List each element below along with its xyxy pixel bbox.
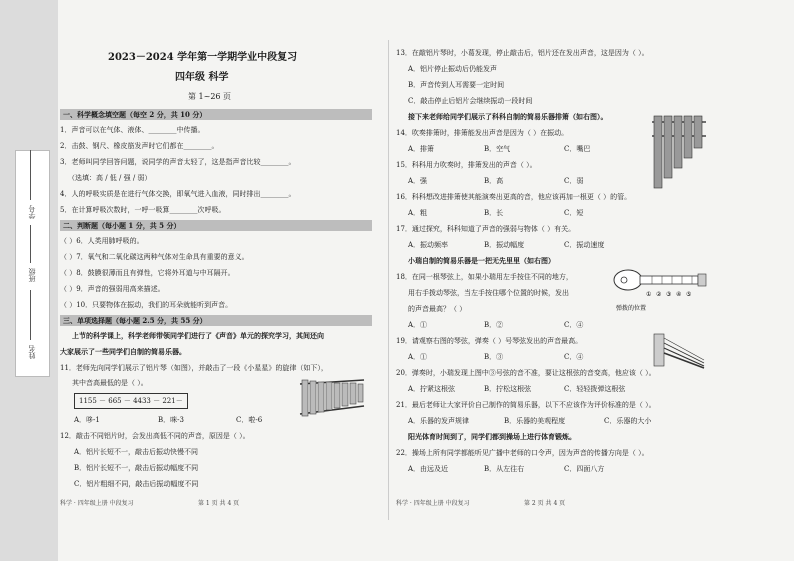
q22-option-c: C．四面八方 xyxy=(564,465,605,473)
q19-option-c: C．④ xyxy=(564,353,584,361)
ukulele-intro: 小瑞自制的简易乐器是一把无先里里（如右图） xyxy=(408,256,555,265)
question-20: 20．弹奏时，小瑞发现上图中③号弦的音不准，要让这根弦的音变高，他应该（ ）。 xyxy=(396,369,656,377)
question-4: 4．人的呼吸实质是在进行气体交换，即氧气进入血液，同时排出________。 xyxy=(60,190,296,198)
sports-intro: 阳光体育时间到了，同学们都到操场上进行体育锻炼。 xyxy=(408,432,576,441)
exam-title: 2023－2024 学年第一学期学业中段复习 xyxy=(108,52,298,63)
info-band xyxy=(15,150,50,377)
q16-option-c: C．短 xyxy=(564,209,584,217)
q13-option-c: C．敲击停止后铝片会继续振动一段时间 xyxy=(408,97,533,105)
question-12: 12．敲击不同铝片时，会发出高低不同的声音，原因是（ ）。 xyxy=(60,432,250,440)
question-14: 14．吹奏排箫时，排箫能发出声音是因为（ ）在振动。 xyxy=(396,129,569,137)
right-column xyxy=(394,0,784,561)
xuehao-label: 学号 xyxy=(28,205,36,219)
q15-option-c: C．弱 xyxy=(564,177,584,185)
banji-label: 班级 xyxy=(28,268,36,282)
q14-option-b: B．空气 xyxy=(484,145,511,153)
q12-option-b: B．铝片长短不一，敲击后振动幅度不同 xyxy=(74,464,199,472)
q12-option-a: A．铝片长短不一，敲击后振动快慢不同 xyxy=(74,448,199,456)
q15-option-a: A．强 xyxy=(408,177,428,185)
judge-6: （ ）6．人类用肺呼吸的。 xyxy=(60,237,144,245)
q21-option-a: A．乐器的发声规律 xyxy=(408,417,470,425)
section-1-header: 一、科学概念填空题（每空 2 分，共 10 分） xyxy=(60,109,372,120)
q18-option-c: C．④ xyxy=(564,321,584,329)
right-footer: 科学 · 四年级上册 中段复习 xyxy=(396,500,470,507)
pluck-position-label: 弹拨的位置 xyxy=(616,305,647,312)
q20-option-c: C．轻轻拨弹这根弦 xyxy=(564,385,626,393)
question-3: 3．老师叫同学回答问题，说同学的声音太轻了，这是指声音比较________。 xyxy=(60,158,296,166)
q11-option-b: B．咪-3 xyxy=(158,416,184,424)
judge-10: （ ）10．只要物体在振动，我们的耳朵就能听到声音。 xyxy=(60,301,233,309)
section-3-header: 三、单项选择题（每小题 2.5 分，共 55 分） xyxy=(60,315,372,326)
q17-option-a: A．振动频率 xyxy=(408,241,449,249)
section-2-header: 二、判断题（每小题 1 分，共 5 分） xyxy=(60,220,372,231)
section-3-intro-line1: 上节的科学课上，科学老师带领同学们进行了《声音》单元的探究学习，其间还向 xyxy=(72,331,324,340)
q20-option-b: B．拧松这根弦 xyxy=(484,385,532,393)
right-page-number: 第 2 页 共 4 页 xyxy=(524,500,566,507)
q16-option-b: B．长 xyxy=(484,209,504,217)
xingming-line xyxy=(30,290,31,340)
panpipe-intro: 接下来老师给同学们展示了科科自制的简易乐器排箫（如右图）。 xyxy=(408,112,608,121)
fret-label-1: ① xyxy=(646,291,652,298)
q18-option-a: A．① xyxy=(408,321,428,329)
q19-option-b: B．③ xyxy=(484,353,504,361)
q11-option-a: A．哆-1 xyxy=(74,416,100,424)
question-19: 19．请观察右图的琴弦，弹奏（ ）号琴弦发出的声音最高。 xyxy=(396,337,583,345)
question-11: 11．老师先向同学们展示了铝片琴（如图），并敲击了一段《小星星》的旋律（如下）， xyxy=(60,364,328,372)
question-16: 16．科科想改进排箫使其能演奏出更高的音，他应该再加一根更（ ）的管。 xyxy=(396,193,632,201)
question-1: 1．声音可以在气体、液体、________中传播。 xyxy=(60,126,205,134)
exam-subtitle: 四年级 科学 xyxy=(175,72,229,83)
q18-option-b: B．② xyxy=(484,321,504,329)
q13-option-a: A．铝片停止振动后仍能发声 xyxy=(408,65,498,73)
column-divider xyxy=(388,40,389,520)
ukulele-image xyxy=(612,260,708,316)
question-18-line2: 用右手拨动琴弦，当左手按住哪个位置的时候，发出 xyxy=(408,289,569,297)
q14-option-c: C．嘴巴 xyxy=(564,145,591,153)
fret-label-5: ⑤ xyxy=(686,291,692,298)
melody-box: 1155 － 665 － 4433 － 221－ xyxy=(74,393,188,409)
q16-option-a: A．粗 xyxy=(408,209,428,217)
fret-label-2: ② xyxy=(656,291,662,298)
question-13: 13．在敲铝片琴时，小葛发现，停止敲击后，铝片还在发出声音，这是因为（ ）。 xyxy=(396,49,649,57)
q13-option-b: B．声音传到人耳需要一定时间 xyxy=(408,81,505,89)
xingming-label: 姓名 xyxy=(28,345,36,359)
xylophone-image xyxy=(298,376,366,420)
q21-option-b: B．乐器的美观程度 xyxy=(504,417,566,425)
question-21: 21．最后老师让大家评价自己制作的简易乐器，以下不应该作为评价标准的是（ ）。 xyxy=(396,401,656,409)
panpipe-image xyxy=(652,114,706,192)
question-22: 22．操场上所有同学都能听见广播中老师的口令声，因为声音的传播方向是（ ）。 xyxy=(396,449,649,457)
fret-label-3: ③ xyxy=(666,291,672,298)
q12-option-c: C．铝片粗细不同，敲击后振动幅度不同 xyxy=(74,480,199,488)
q21-option-c: C．乐器的大小 xyxy=(604,417,652,425)
question-5: 5．在计算呼吸次数时，一呼一吸算________次呼吸。 xyxy=(60,206,226,214)
judge-9: （ ）9．声音的强弱用高来描述。 xyxy=(60,285,165,293)
q17-option-c: C．振动速度 xyxy=(564,241,605,249)
q19-option-a: A．① xyxy=(408,353,428,361)
q14-option-a: A．排箫 xyxy=(408,145,435,153)
question-18-line3: 的声音最高？（ ） xyxy=(408,305,467,313)
q15-option-b: B．高 xyxy=(484,177,504,185)
question-3-options: （选填：高 / 低 / 强 / 弱） xyxy=(68,174,152,182)
q22-option-a: A．由远及近 xyxy=(408,465,449,473)
q17-option-b: B．振动幅度 xyxy=(484,241,525,249)
question-2: 2．击鼓、钢尺、橡皮筋发声时它们都在________。 xyxy=(60,142,219,150)
left-footer: 科学 · 四年级上册 中段复习 xyxy=(60,500,134,507)
page-range: 第 1~26 页 xyxy=(188,92,232,101)
strings-image xyxy=(652,330,706,370)
judge-7: （ ）7．氧气和二氧化碳这两种气体对生命具有重要的意义。 xyxy=(60,253,249,261)
question-18: 18．在同一根琴弦上，如果小瑞用左手按住不同的地方， xyxy=(396,273,573,281)
section-3-intro-line2: 大家展示了一些同学们自制的简易乐器。 xyxy=(60,347,186,356)
q20-option-a: A．拧紧这根弦 xyxy=(408,385,456,393)
question-11-stem: 其中音高最低的是（ ）。 xyxy=(72,379,148,387)
fret-label-4: ④ xyxy=(676,291,682,298)
left-column xyxy=(58,0,383,561)
left-page-number: 第 1 页 共 4 页 xyxy=(198,500,240,507)
question-17: 17．通过探究，科科知道了声音的强弱与物体（ ）有关。 xyxy=(396,225,576,233)
banji-line xyxy=(30,225,31,263)
q22-option-b: B．从左往右 xyxy=(484,465,525,473)
judge-8: （ ）8．鼓膜很薄而且有弹性，它将外耳道与中耳隔开。 xyxy=(60,269,235,277)
xuehao-line xyxy=(30,150,31,200)
q11-option-c: C．啦-6 xyxy=(236,416,263,424)
question-15: 15．科科用力吹奏时，排箫发出的声音（ ）。 xyxy=(396,161,537,169)
